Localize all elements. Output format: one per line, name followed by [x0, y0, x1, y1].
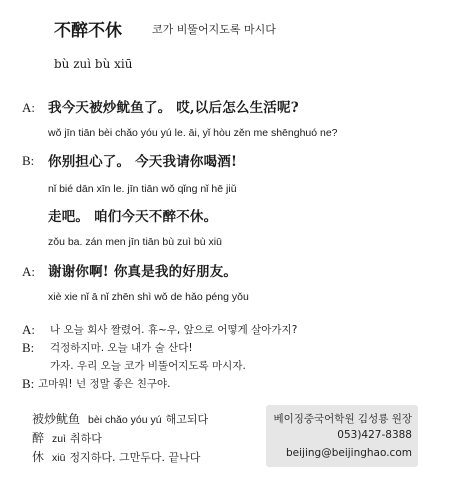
dialogue-chinese: 你别担心了。 今天我请你喝酒!: [48, 154, 238, 170]
translation-label-a: A:: [22, 322, 35, 337]
vocab-meaning: 해고되다: [165, 413, 209, 426]
translation-text: 나 오늘 회사 짤렸어. 휴~우, 앞으로 어떻게 살아가지?: [50, 324, 298, 336]
vocab-pinyin: bèi chǎo yóu yú: [88, 414, 162, 426]
dialogue-chinese: 我今天被炒鱿鱼了。 哎,以后怎么生活呢?: [48, 100, 299, 116]
vocab-hanzi: 醉: [32, 431, 45, 445]
dialogue-label-b: B:: [22, 153, 35, 168]
dialogue-label-a: A:: [22, 264, 35, 279]
vocab-item: [32, 429, 102, 446]
vocab-item: [32, 410, 208, 427]
translation-text: 가자. 우리 오늘 코가 비뚤어지도록 마시자.: [50, 360, 246, 372]
vocab-pinyin: zuì: [52, 433, 67, 445]
title-chinese: 不醉不休: [54, 21, 122, 41]
vocab-meaning: 정지하다. 그만두다. 끝나다: [69, 451, 201, 464]
dialogue-pinyin: nǐ bié dān xīn le. jīn tiān wǒ qǐng nǐ hē jiǔ: [48, 183, 237, 195]
translation-label-b: B:: [22, 340, 35, 355]
vocab-pinyin: xiū: [52, 452, 66, 464]
contact-name: 베이징중국어학원 김성룡 원장: [273, 413, 412, 425]
dialogue-label-a: A:: [22, 100, 35, 115]
contact-phone: 053)427-8388: [337, 429, 412, 441]
title-korean: 코가 비뚤어지도록 마시다: [152, 23, 276, 36]
contact-email: beijing@beijinghao.com: [286, 447, 412, 459]
dialogue-pinyin: zǒu ba. zán men jīn tiān bù zuì bù xiū: [48, 236, 222, 248]
title-pinyin: bù zuì bù xiū: [54, 57, 133, 71]
vocab-meaning: 취하다: [70, 432, 102, 445]
dialogue-pinyin: xiè xie nǐ ā nǐ zhēn shì wǒ de hǎo péng yǒu: [48, 291, 249, 303]
vocab-hanzi: 休: [32, 450, 45, 464]
contact-box: [266, 405, 418, 467]
translation-text: 걱정하지마. 오늘 내가 술 산다!: [50, 342, 193, 354]
vocab-hanzi: 被炒鱿鱼: [32, 412, 81, 426]
translation-text: 고마워! 넌 정말 좋은 친구야.: [38, 378, 171, 390]
vocab-item: [32, 448, 200, 465]
dialogue-chinese: 谢谢你啊! 你真是我的好朋友。: [48, 264, 238, 280]
dialogue-chinese: 走吧。 咱们今天不醉不休。: [48, 209, 218, 225]
translation-label-b: B:: [22, 376, 35, 391]
dialogue-pinyin: wǒ jīn tiān bèi chǎo yóu yú le. āi, yǐ hòu zěn me shēnghuó ne?: [48, 127, 338, 139]
